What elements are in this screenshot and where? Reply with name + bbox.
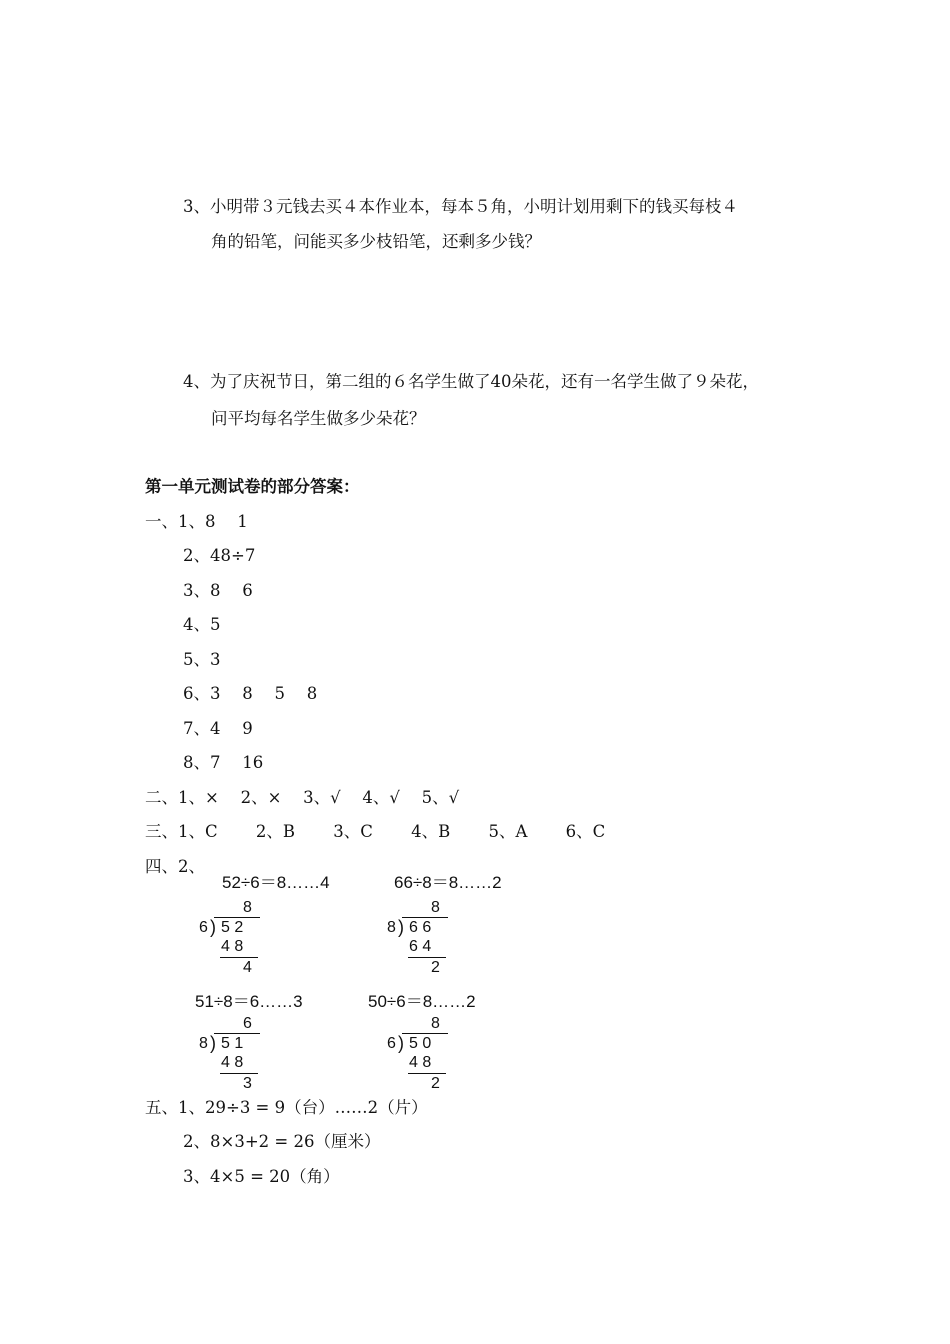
division-equation-2: 66÷8＝8……2 [394,873,502,892]
remainder: 2 [431,959,440,976]
remainder: 4 [243,959,252,976]
division-bar [402,1033,448,1034]
question-4-line-2: 问平均每名学生做多少朵花？ [211,409,426,428]
division-bar [214,1033,260,1034]
divisor: 8 [199,1035,208,1052]
subtraction-bar [408,1073,446,1074]
answer-section-3: 三、1、C 2、B 3、C 4、B 5、A 6、C [145,822,606,841]
dividend: 5 2 [221,919,244,936]
long-division-3 [196,1014,286,1104]
division-bar [214,917,260,918]
division-bracket: ) [210,1033,216,1053]
dividend: 6 6 [409,919,432,936]
answer-1-1: 一、1、8 1 [145,512,248,531]
subtraction-bar [220,957,258,958]
answer-section-2: 二、1、× 2、× 3、√ 4、√ 5、√ [145,788,460,807]
product: 4 8 [221,938,244,955]
answer-1-5: 5、3 [183,650,221,669]
product: 4 8 [221,1054,244,1071]
quotient: 8 [431,899,440,916]
answer-1-7: 7、4 9 [183,719,253,738]
quotient: 8 [243,899,252,916]
product: 4 8 [409,1054,432,1071]
division-equation-3: 51÷8＝6……3 [195,992,303,1011]
dividend: 5 1 [221,1035,244,1052]
subtraction-bar [408,957,446,958]
division-bar [402,917,448,918]
divisor: 8 [387,919,396,936]
division-equation-1: 52÷6＝8……4 [222,873,330,892]
question-3-line-1: 3、小明带３元钱去买４本作业本，每本５角，小明计划用剩下的钱买每枝４ [183,197,738,216]
question-3-line-2: 角的铅笔，问能买多少枝铅笔，还剩多少钱？ [211,232,541,251]
long-division-2 [384,898,474,988]
long-division-4 [384,1014,474,1104]
answers-title: 第一单元测试卷的部分答案： [145,477,360,496]
quotient: 6 [243,1015,252,1032]
answer-1-2: 2、48÷7 [183,546,256,565]
product: 6 4 [409,938,432,955]
division-bracket: ) [210,917,216,937]
answer-5-3: 3、4×5 = 20（角） [183,1167,340,1186]
answer-1-8: 8、7 16 [183,753,264,772]
long-division-1 [196,898,286,988]
answer-1-4: 4、5 [183,615,221,634]
dividend: 5 0 [409,1035,432,1052]
question-4-line-1: 4、为了庆祝节日，第二组的６名学生做了40朵花，还有一名学生做了９朵花， [183,372,759,391]
quotient: 8 [431,1015,440,1032]
answer-1-3: 3、8 6 [183,581,253,600]
answer-1-6: 6、3 8 5 8 [183,684,318,703]
division-bracket: ) [398,1033,404,1053]
remainder: 2 [431,1075,440,1092]
divisor: 6 [199,919,208,936]
division-equation-4: 50÷6＝8……2 [368,992,476,1011]
answer-5-2: 2、8×3+2 = 26（厘米） [183,1132,381,1151]
answer-section-4-label: 四、2、 [145,857,205,876]
answer-5-1: 五、1、29÷3 = 9（台）……2（片） [145,1098,428,1117]
remainder: 3 [243,1075,252,1092]
divisor: 6 [387,1035,396,1052]
subtraction-bar [220,1073,258,1074]
division-bracket: ) [398,917,404,937]
